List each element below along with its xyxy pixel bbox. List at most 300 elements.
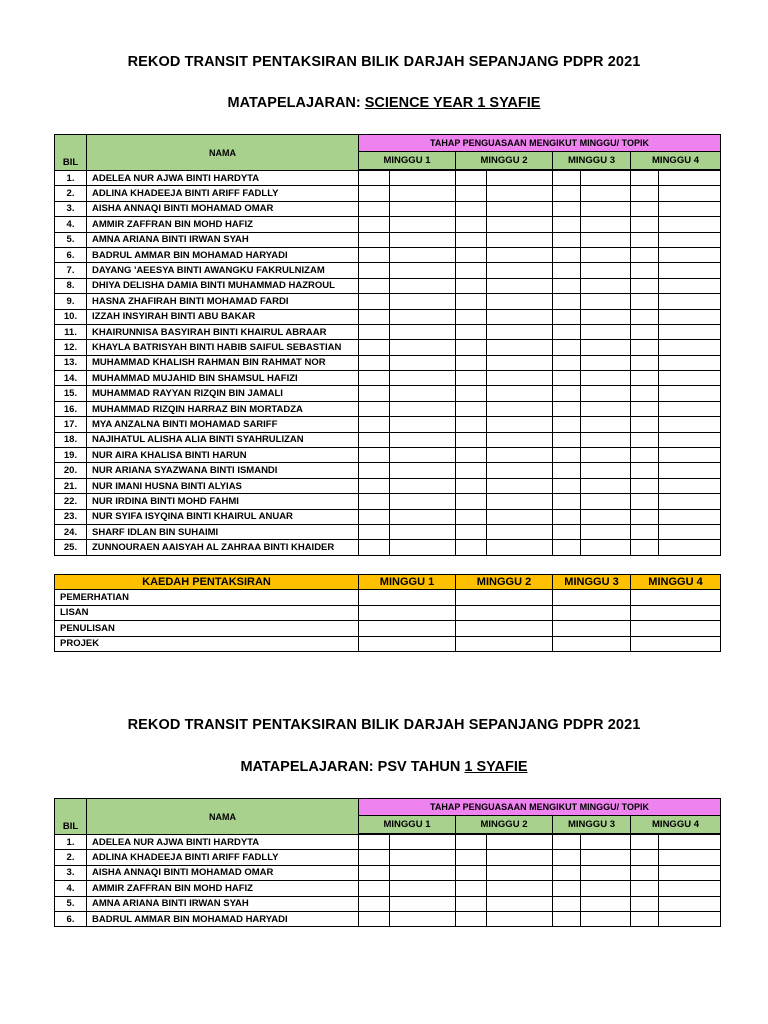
score-cell[interactable] [359,201,390,216]
score-cell[interactable] [659,463,721,478]
score-cell[interactable] [390,835,456,850]
score-cell[interactable] [456,171,487,186]
score-cell[interactable] [456,911,487,926]
score-cell[interactable] [659,247,721,262]
score-cell[interactable] [487,171,553,186]
score-cell[interactable] [659,494,721,509]
score-cell[interactable] [359,386,390,401]
score-cell[interactable] [631,524,659,539]
score-cell[interactable] [359,865,390,880]
score-cell[interactable] [487,881,553,896]
score-cell[interactable] [487,232,553,247]
score-cell[interactable] [659,309,721,324]
score-cell[interactable] [553,309,581,324]
score-cell[interactable] [631,278,659,293]
score-cell[interactable] [456,232,487,247]
score-cell[interactable] [456,278,487,293]
score-cell[interactable] [631,417,659,432]
score-cell[interactable] [390,294,456,309]
score-cell[interactable] [659,386,721,401]
score-cell[interactable] [456,340,487,355]
score-cell[interactable] [359,294,390,309]
score-cell[interactable] [487,448,553,463]
score-cell[interactable] [390,171,456,186]
score-cell[interactable] [456,478,487,493]
score-cell[interactable] [359,217,390,232]
score-cell[interactable] [553,217,581,232]
kaedah-cell[interactable] [631,621,721,637]
score-cell[interactable] [631,911,659,926]
score-cell[interactable] [659,217,721,232]
table-row [55,278,721,293]
score-cell[interactable] [390,417,456,432]
score-cell[interactable] [631,263,659,278]
table-row [55,911,721,926]
score-cell[interactable] [553,509,581,524]
score-cell[interactable] [487,217,553,232]
table-row [55,540,721,555]
score-cell[interactable] [456,494,487,509]
row-bil: 12. [55,340,87,355]
kaedah-item: LISAN [55,605,359,621]
row-nama: HASNA ZHAFIRAH BINTI MOHAMAD FARDI [87,294,359,309]
score-cell[interactable] [487,247,553,262]
score-cell[interactable] [487,386,553,401]
score-cell[interactable] [631,494,659,509]
score-cell[interactable] [659,448,721,463]
score-cell[interactable] [581,294,631,309]
score-cell[interactable] [659,232,721,247]
score-cell[interactable] [631,217,659,232]
score-cell[interactable] [581,494,631,509]
score-cell[interactable] [487,278,553,293]
score-cell[interactable] [456,524,487,539]
score-cell[interactable] [390,340,456,355]
kaedah-cell[interactable] [359,590,456,606]
score-cell[interactable] [659,263,721,278]
score-cell[interactable] [581,911,631,926]
row-bil: 4. [55,217,87,232]
score-cell[interactable] [487,509,553,524]
score-cell[interactable] [390,494,456,509]
score-cell[interactable] [581,524,631,539]
row-bil: 15. [55,386,87,401]
kaedah-item: PENULISAN [55,621,359,637]
section1-subject-value: SCIENCE YEAR 1 SYAFIE [364,95,541,111]
row-bil: 1. [55,171,87,186]
score-cell[interactable] [359,524,390,539]
score-cell[interactable] [390,355,456,370]
score-cell[interactable] [553,417,581,432]
score-cell[interactable] [487,540,553,555]
score-cell[interactable] [359,309,390,324]
score-cell[interactable] [456,865,487,880]
score-cell[interactable] [487,340,553,355]
score-cell[interactable] [359,478,390,493]
score-cell[interactable] [581,186,631,201]
row-bil: 19. [55,448,87,463]
score-cell[interactable] [581,865,631,880]
row-nama: MUHAMMAD KHALISH RAHMAN BIN RAHMAT NOR [87,355,359,370]
score-cell[interactable] [659,835,721,850]
score-cell[interactable] [659,417,721,432]
row-bil: 7. [55,263,87,278]
score-cell[interactable] [581,263,631,278]
kaedah-cell[interactable] [456,636,553,652]
row-nama: ADLINA KHADEEJA BINTI ARIFF FADLLY [87,186,359,201]
score-cell[interactable] [390,386,456,401]
score-cell[interactable] [631,232,659,247]
score-cell[interactable] [456,324,487,339]
score-cell[interactable] [487,865,553,880]
score-cell[interactable] [581,401,631,416]
score-cell[interactable] [631,371,659,386]
score-cell[interactable] [631,294,659,309]
score-cell[interactable] [359,340,390,355]
kaedah-cell[interactable] [359,636,456,652]
score-cell[interactable] [631,478,659,493]
score-cell[interactable] [359,911,390,926]
score-cell[interactable] [390,186,456,201]
score-cell[interactable] [631,540,659,555]
score-cell[interactable] [553,401,581,416]
score-cell[interactable] [553,881,581,896]
score-cell[interactable] [659,524,721,539]
kaedah-table [54,574,721,652]
score-cell[interactable] [456,850,487,865]
score-cell[interactable] [553,263,581,278]
score-cell[interactable] [631,355,659,370]
score-cell[interactable] [487,835,553,850]
score-cell[interactable] [553,850,581,865]
score-cell[interactable] [659,340,721,355]
score-cell[interactable] [390,371,456,386]
score-cell[interactable] [390,881,456,896]
row-nama: SHARF IDLAN BIN SUHAIMI [87,524,359,539]
score-cell[interactable] [359,232,390,247]
score-cell[interactable] [359,540,390,555]
score-cell[interactable] [581,171,631,186]
score-cell[interactable] [659,294,721,309]
score-cell[interactable] [553,540,581,555]
score-cell[interactable] [359,850,390,865]
score-cell[interactable] [659,881,721,896]
score-cell[interactable] [631,881,659,896]
score-cell[interactable] [581,835,631,850]
score-cell[interactable] [390,324,456,339]
score-cell[interactable] [390,850,456,865]
kaedah-cell[interactable] [553,636,631,652]
score-cell[interactable] [359,448,390,463]
row-bil: 2. [55,850,87,865]
kaedah-cell[interactable] [631,636,721,652]
score-cell[interactable] [359,835,390,850]
score-cell[interactable] [487,371,553,386]
score-cell[interactable] [659,324,721,339]
score-cell[interactable] [487,186,553,201]
score-cell[interactable] [456,881,487,896]
score-cell[interactable] [456,247,487,262]
score-cell[interactable] [456,417,487,432]
score-cell[interactable] [581,355,631,370]
score-cell[interactable] [390,865,456,880]
score-cell[interactable] [581,448,631,463]
score-cell[interactable] [359,401,390,416]
table-row [55,263,721,278]
score-cell[interactable] [487,201,553,216]
score-cell[interactable] [631,432,659,447]
score-cell[interactable] [456,448,487,463]
score-cell[interactable] [581,340,631,355]
score-cell[interactable] [581,278,631,293]
row-bil: 11. [55,324,87,339]
row-bil: 3. [55,865,87,880]
score-cell[interactable] [553,835,581,850]
score-cell[interactable] [359,355,390,370]
score-cell[interactable] [581,432,631,447]
score-cell[interactable] [487,896,553,911]
score-cell[interactable] [456,835,487,850]
score-cell[interactable] [487,494,553,509]
score-cell[interactable] [631,247,659,262]
score-cell[interactable] [487,850,553,865]
score-cell[interactable] [456,432,487,447]
score-cell[interactable] [581,217,631,232]
score-cell[interactable] [456,263,487,278]
score-cell[interactable] [390,540,456,555]
score-cell[interactable] [390,911,456,926]
score-cell[interactable] [359,263,390,278]
score-cell[interactable] [390,401,456,416]
score-cell[interactable] [456,294,487,309]
score-cell[interactable] [631,324,659,339]
score-cell[interactable] [659,896,721,911]
score-cell[interactable] [390,432,456,447]
score-cell[interactable] [631,386,659,401]
score-cell[interactable] [631,171,659,186]
score-cell[interactable] [456,386,487,401]
score-cell[interactable] [359,278,390,293]
score-cell[interactable] [359,324,390,339]
score-cell[interactable] [553,324,581,339]
score-cell[interactable] [456,463,487,478]
score-cell[interactable] [553,865,581,880]
score-cell[interactable] [659,432,721,447]
score-cell[interactable] [581,896,631,911]
score-cell[interactable] [581,881,631,896]
score-cell[interactable] [631,463,659,478]
score-cell[interactable] [581,309,631,324]
score-cell[interactable] [631,448,659,463]
score-cell[interactable] [359,432,390,447]
score-cell[interactable] [487,417,553,432]
score-cell[interactable] [359,463,390,478]
score-cell[interactable] [581,232,631,247]
score-cell[interactable] [456,217,487,232]
score-cell[interactable] [553,186,581,201]
table-row [55,524,721,539]
score-cell[interactable] [581,850,631,865]
score-cell[interactable] [487,294,553,309]
score-cell[interactable] [659,478,721,493]
score-cell[interactable] [390,463,456,478]
score-cell[interactable] [581,478,631,493]
header-week-1: MINGGU 1 [359,816,456,834]
score-cell[interactable] [487,432,553,447]
score-cell[interactable] [553,294,581,309]
score-cell[interactable] [659,186,721,201]
score-cell[interactable] [487,355,553,370]
section1-subject [0,95,768,111]
score-cell[interactable] [553,355,581,370]
score-cell[interactable] [359,247,390,262]
score-cell[interactable] [581,371,631,386]
score-cell[interactable] [359,171,390,186]
score-cell[interactable] [553,896,581,911]
score-cell[interactable] [456,309,487,324]
score-cell[interactable] [456,509,487,524]
row-bil: 18. [55,432,87,447]
score-cell[interactable] [581,509,631,524]
score-cell[interactable] [456,371,487,386]
kaedah-cell[interactable] [553,605,631,621]
score-cell[interactable] [631,201,659,216]
kaedah-item: PEMERHATIAN [55,590,359,606]
score-cell[interactable] [359,371,390,386]
score-cell[interactable] [390,309,456,324]
score-cell[interactable] [581,386,631,401]
header-bil: BIL [55,799,87,835]
row-nama: MUHAMMAD RAYYAN RIZQIN BIN JAMALI [87,386,359,401]
score-cell[interactable] [553,201,581,216]
score-cell[interactable] [390,278,456,293]
score-cell[interactable] [359,186,390,201]
score-cell[interactable] [659,509,721,524]
score-cell[interactable] [553,432,581,447]
score-cell[interactable] [390,263,456,278]
row-nama: BADRUL AMMAR BIN MOHAMAD HARYADI [87,911,359,926]
score-cell[interactable] [487,309,553,324]
score-cell[interactable] [359,494,390,509]
score-cell[interactable] [390,509,456,524]
score-cell[interactable] [581,463,631,478]
kaedah-cell[interactable] [359,605,456,621]
score-cell[interactable] [659,401,721,416]
score-cell[interactable] [390,201,456,216]
score-cell[interactable] [456,355,487,370]
score-cell[interactable] [631,401,659,416]
score-cell[interactable] [390,217,456,232]
score-cell[interactable] [390,524,456,539]
score-cell[interactable] [553,386,581,401]
score-cell[interactable] [581,417,631,432]
score-cell[interactable] [487,324,553,339]
score-cell[interactable] [487,478,553,493]
score-cell[interactable] [659,371,721,386]
score-cell[interactable] [553,911,581,926]
score-cell[interactable] [553,247,581,262]
kaedah-cell[interactable] [359,621,456,637]
score-cell[interactable] [631,309,659,324]
score-cell[interactable] [581,247,631,262]
score-cell[interactable] [359,881,390,896]
score-cell[interactable] [659,540,721,555]
table-row [55,186,721,201]
score-cell[interactable] [581,201,631,216]
score-cell[interactable] [487,263,553,278]
score-cell[interactable] [553,340,581,355]
score-cell[interactable] [390,232,456,247]
score-cell[interactable] [631,896,659,911]
score-cell[interactable] [553,232,581,247]
score-cell[interactable] [456,896,487,911]
score-cell[interactable] [553,171,581,186]
row-nama: DAYANG 'AEESYA BINTI AWANGKU FAKRULNIZAM [87,263,359,278]
score-cell[interactable] [631,850,659,865]
score-cell[interactable] [456,186,487,201]
kaedah-cell[interactable] [456,590,553,606]
score-cell[interactable] [390,896,456,911]
score-cell[interactable] [631,835,659,850]
score-cell[interactable] [659,278,721,293]
score-cell[interactable] [553,524,581,539]
score-cell[interactable] [659,201,721,216]
score-cell[interactable] [390,478,456,493]
score-cell[interactable] [581,324,631,339]
score-cell[interactable] [659,911,721,926]
score-cell[interactable] [390,448,456,463]
score-cell[interactable] [487,524,553,539]
score-cell[interactable] [659,171,721,186]
table-row [55,247,721,262]
score-cell[interactable] [659,355,721,370]
score-cell[interactable] [631,186,659,201]
score-cell[interactable] [390,247,456,262]
score-cell[interactable] [359,509,390,524]
score-cell[interactable] [487,401,553,416]
score-cell[interactable] [631,340,659,355]
score-cell[interactable] [581,540,631,555]
score-cell[interactable] [359,417,390,432]
score-cell[interactable] [456,401,487,416]
score-cell[interactable] [359,896,390,911]
kaedah-cell[interactable] [456,605,553,621]
row-nama: MUHAMMAD MUJAHID BIN SHAMSUL HAFIZI [87,371,359,386]
score-cell[interactable] [553,371,581,386]
header-tahap: TAHAP PENGUASAAN MENGIKUT MINGGU/ TOPIK [359,135,721,152]
kaedah-cell[interactable] [631,590,721,606]
score-cell[interactable] [659,865,721,880]
table-row [55,294,721,309]
score-cell[interactable] [456,540,487,555]
score-cell[interactable] [553,448,581,463]
score-cell[interactable] [631,865,659,880]
kaedah-week-4: MINGGU 4 [631,575,721,590]
score-cell[interactable] [553,494,581,509]
score-cell[interactable] [553,463,581,478]
score-cell[interactable] [456,201,487,216]
score-cell[interactable] [487,911,553,926]
score-cell[interactable] [487,463,553,478]
kaedah-cell[interactable] [553,621,631,637]
score-cell[interactable] [659,850,721,865]
kaedah-cell[interactable] [553,590,631,606]
kaedah-cell[interactable] [631,605,721,621]
score-cell[interactable] [553,478,581,493]
score-cell[interactable] [631,509,659,524]
kaedah-cell[interactable] [456,621,553,637]
score-cell[interactable] [553,278,581,293]
